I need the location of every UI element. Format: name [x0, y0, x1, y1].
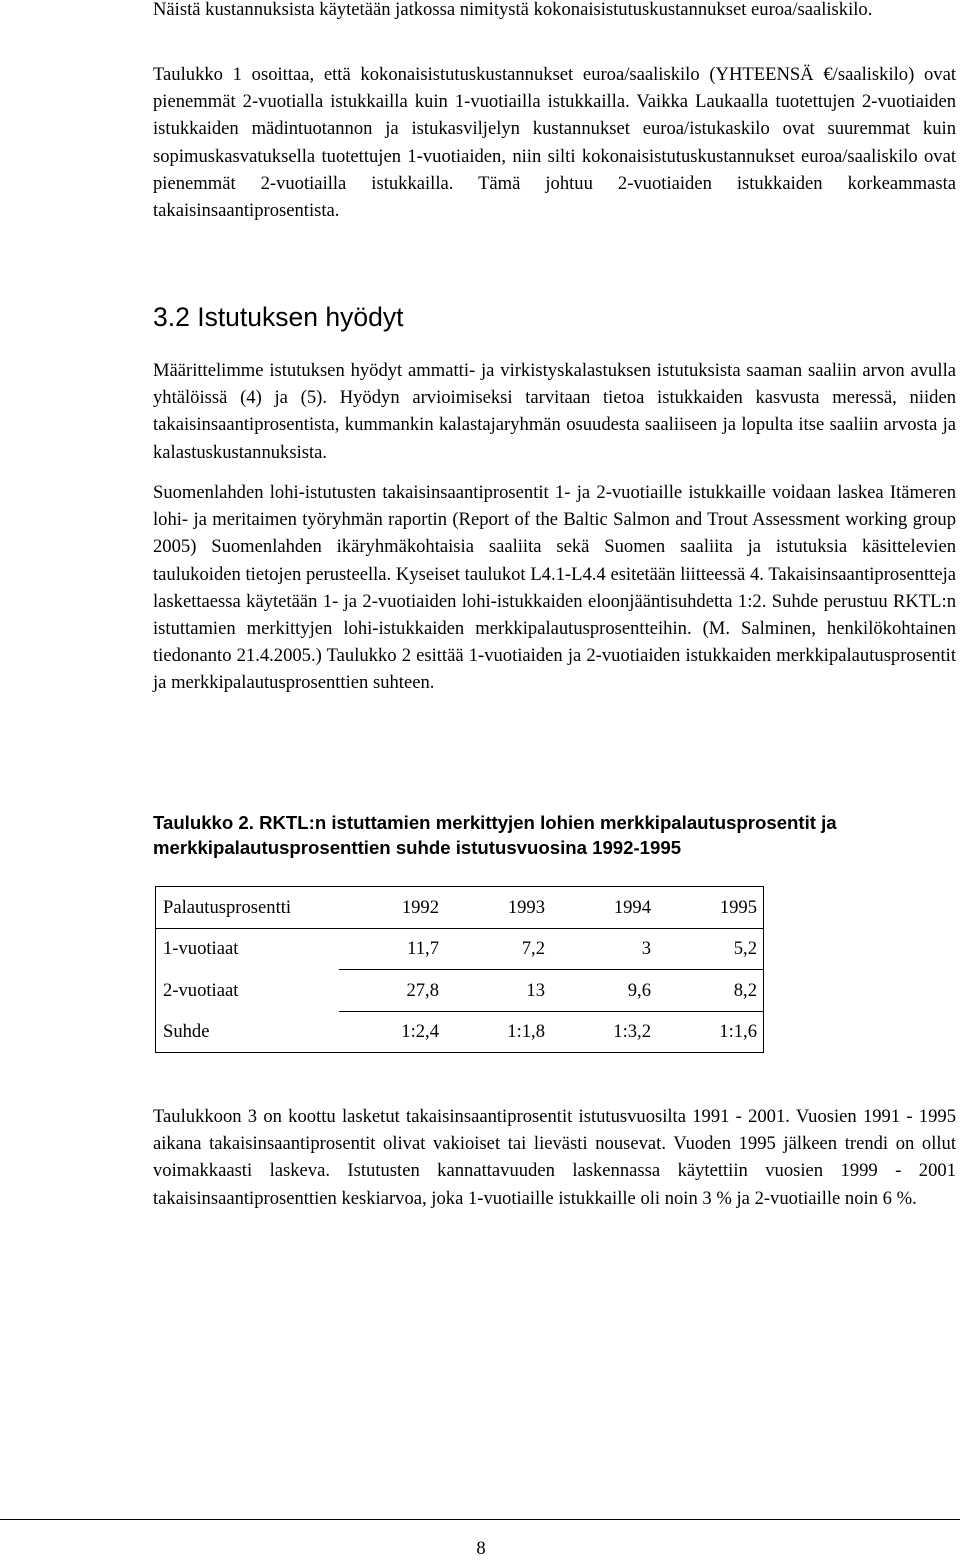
table-row-label: 2-vuotiaat — [163, 979, 239, 1001]
table-cell: 13 — [445, 970, 551, 1012]
page-number: 8 — [476, 1538, 486, 1559]
table-header-cell: Palautusprosentti — [156, 887, 340, 929]
section-heading: 3.2 Istutuksen hyödyt — [153, 302, 404, 332]
data-table — [155, 886, 764, 1053]
paragraph-return-rates: Suomenlahden lohi-istutusten takaisinsaantiprosentit 1- ja 2-vuotiaille istukkaille voidaan laskea Itämeren lohi- ja meritaimen työryhmän raportin (Report of the Baltic Salmon and Trout Assessment working group 2005) Suomenlahden ikäryhmäkohtaisia saaliita sekä Suomen saaliita ja istutuksia käsittelevien taulukoiden tietojen perusteella. Kyseiset taulukot L4.1-L4.4 esitetään liitteessä 4. Takaisinsaantiprosentteja laskettaessa käytetään 1- ja 2-vuotiaiden lohi-istukkaiden eloonjääntisuhdetta 1:2. Suhde perustuu RKTL:n istuttamien merkittyjen lohi-istukkaiden merkkipalautusprosentteihin. (M. Salminen, henkilökohtainen tiedonanto 21.4.2005.) Taulukko 2 esittää 1-vuotiaiden ja 2-vuotiaiden istukkaiden merkkipalautusprosentit ja merkkipalautusprosenttien suhteen. — [153, 482, 956, 694]
table-caption: Taulukko 2. RKTL:n istuttamien merkittyjen lohien merkkipalautusprosentit ja merkkipalautusprosenttien suhde istutusvuosina 1992-1995 — [153, 812, 837, 858]
table-header-cell: 1992 — [339, 887, 445, 929]
paragraph-intro: Näistä kustannuksista käytetään jatkossa nimitystä kokonaisistutuskustannukset euroa/saaliskilo. — [153, 0, 873, 20]
table-cell: 7,2 — [445, 928, 551, 970]
paragraph-benefits-definition: Määrittelimme istutuksen hyödyt ammatti- ja virkistyskalastuksen istutuksista saaman saaliin arvon avulla yhtälöissä (4) ja (5). Hyödyn arvioimiseksi tarvitaan tietoa istukkaiden kasvusta meressä, niiden takaisinsaantiprosentista, kummankin kalastajaryhmän osuudesta saaliiseen ja lopulta itse saaliin arvosta ja kalastuskustannuksista. — [153, 360, 956, 463]
table-cell: 8,2 — [657, 970, 764, 1012]
table-row-label: Suhde — [163, 1020, 210, 1042]
table-header-cell: 1994 — [551, 887, 657, 929]
table-row — [156, 928, 764, 970]
table-row — [156, 1011, 764, 1053]
table-cell: 1:2,4 — [401, 1021, 439, 1043]
table-cell: 27,8 — [339, 970, 445, 1012]
table-header-cell: 1993 — [445, 887, 551, 929]
table-cell: 5,2 — [657, 928, 764, 970]
footer-divider — [0, 1519, 960, 1520]
table-row-label: 1-vuotiaat — [163, 938, 239, 960]
table-cell: 1:1,8 — [507, 1021, 545, 1043]
paragraph-table1-summary: Taulukko 1 osoittaa, että kokonaisistutuskustannukset euroa/saaliskilo (YHTEENSÄ €/saaliskilo) ovat pienemmät 2-vuotialla istukkailla kuin 1-vuotiailla istukkailla. Vaikka Laukaalla tuotettujen 2-vuotiaiden istukkaiden mädintuotannon ja istukasviljelyn kustannukset euroa/istukaskilo ovat suuremmat kuin sopimuskasvatuksella tuotettujen 1-vuotiaiden, niin silti kokonaisistutuskustannukset euroa/saaliskilo ovat pienemmät 2-vuotiailla istukkailla. Tämä johtuu 2-vuotiaiden istukkaiden korkeammasta takaisinsaantiprosentista. — [153, 64, 956, 222]
table-cell: 1:3,2 — [613, 1021, 651, 1043]
table-cell: 3 — [551, 928, 657, 970]
table-cell: 1:1,6 — [719, 1021, 757, 1043]
table-header-cell: 1995 — [657, 887, 764, 929]
table-header-row — [156, 887, 764, 929]
table-row — [156, 970, 764, 1012]
paragraph-table3-summary: Taulukkoon 3 on koottu lasketut takaisinsaantiprosentit istutusvuosilta 1991 - 2001. Vuosien 1991 - 1995 aikana takaisinsaantiprosentit olivat vakioiset tai lievästi nousevat. Vuoden 1995 jälkeen trendi on ollut voimakkaasti laskeva. Istutusten kannattavuuden laskennassa käytettiin vuosien 1999 - 2001 takaisinsaantiprosenttien keskiarvoa, joka 1-vuotiaille istukkaille oli noin 3 % ja 2-vuotiaille noin 6 %. — [153, 1106, 956, 1209]
table-cell: 11,7 — [339, 928, 445, 970]
table-cell: 9,6 — [551, 970, 657, 1012]
